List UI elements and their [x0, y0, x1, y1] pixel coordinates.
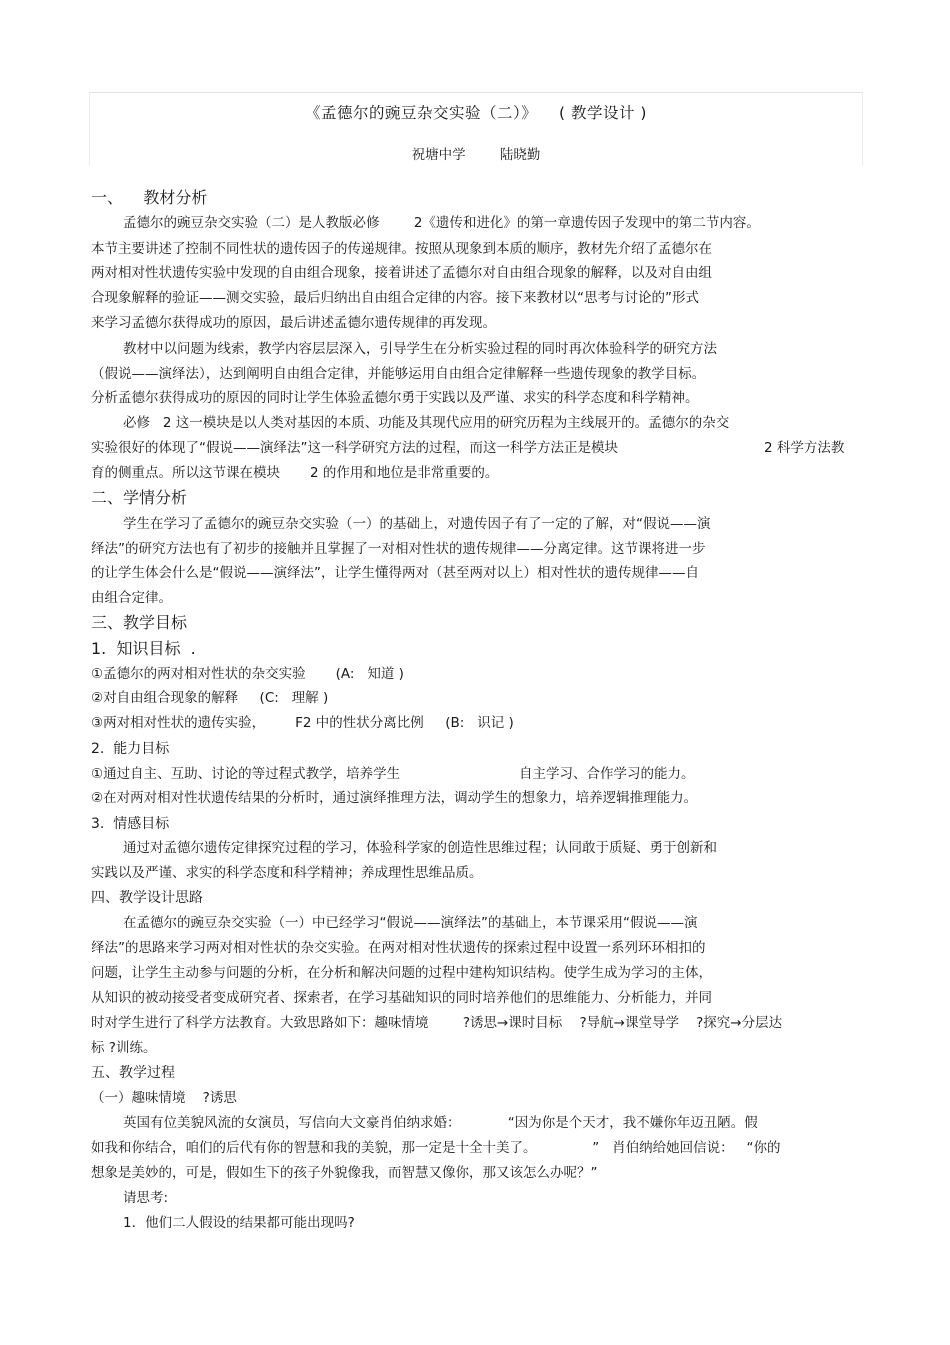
paragraph-line-fragment: 2 科学方法教: [764, 440, 845, 456]
paragraph-line: 想象是美妙的，可是，假如生下的孩子外貌像我，而智慧又像你，那又该怎么办呢？”: [91, 1165, 598, 1181]
paragraph-line: 如我和你结合，咱们的后代有你的智慧和我的美貌，那一定是十全十美了。 ” 肖伯纳给她回信说： “你的: [91, 1140, 781, 1156]
paragraph-line: 标 ?训练。: [91, 1040, 157, 1056]
paragraph-line: 实验很好的体现了“假说——演绎法”这一科学研究方法的过程，而这一科学方法正是模块: [91, 440, 618, 456]
paragraph-line: 绎法”的思路来学习两对相对性状的杂交实验。在两对相对性状遗传的探索过程中设置一系列环环相扣的: [91, 940, 706, 956]
paragraph-line: 问题，让学生主动参与问题的分析，在分析和解决问题的过程中建构知识结构。使学生成为学习的主体，: [91, 965, 712, 981]
paragraph-line: 孟德尔的豌豆杂交实验（二）是人教版必修 2《遗传和进化》的第一章遗传因子发现中的第二节内容。: [123, 215, 760, 231]
paragraph-line: 绎法”的研究方法也有了初步的接触并且掌握了一对相对性状的遗传规律——分离定律。这节课将进一步: [91, 541, 706, 557]
title-block: [89, 92, 863, 165]
prompt-line: 请思考:: [123, 1190, 169, 1206]
document-title: 《孟德尔的豌豆杂交实验（二）》 ( 教学设计 ): [305, 104, 647, 122]
section-heading-5: 五、教学过程: [91, 1065, 175, 1081]
subsection-heading-knowledge: 1. 知识目标 .: [91, 639, 196, 658]
paragraph-line: 通过对孟德尔遗传定律探究过程的学习，体验科学家的创造性思维过程；认同敢于质疑、勇于创新和: [123, 840, 717, 856]
paragraph-line: 分析孟德尔获得成功的原因的同时让学生体验孟德尔勇于实践以及严谨、求实的科学态度和科学精神。: [91, 390, 699, 406]
paragraph-line: 时对学生进行了科学方法教育。大致思路如下：趣味情境 ?诱思→课时目标 ?导航→课堂导学 ?探究→分层达: [91, 1015, 783, 1031]
section-heading-1: 一、 教材分析: [91, 188, 208, 207]
subsection-heading-emotion: 3. 情感目标: [91, 816, 170, 832]
paragraph-line: 在孟德尔的豌豆杂交实验（一）中已经学习“假说——演绎法”的基础上，本节课采用“假说——演: [123, 915, 698, 931]
paragraph-line: 必修 2 这一模块是以人类对基因的本质、功能及其现代应用的研究历程为主线展开的。孟德尔的杂交: [123, 415, 730, 431]
paragraph-line: 本节主要讲述了控制不同性状的遗传因子的传递规律。按照从现象到本质的顺序，教材先介绍了孟德尔在: [91, 241, 712, 257]
paragraph-line: 由组合定律。: [91, 590, 172, 606]
objective-item: ①孟德尔的两对相对性状的杂交实验 (A: 知道 ): [91, 666, 404, 682]
section-heading-3: 三、教学目标: [91, 613, 188, 632]
section-heading-4: 四、教学设计思路: [91, 890, 203, 906]
paragraph-line: 的让学生体会什么是“假说——演绎法”，让学生懂得两对（甚至两对以上）相对性状的遗传规律——自: [91, 565, 699, 581]
objective-item: ③两对相对性状的遗传实验， F2 中的性状分离比例 (B: 识记 ): [91, 715, 514, 731]
paragraph-line: 学生在学习了孟德尔的豌豆杂交实验（一）的基础上，对遗传因子有了一定的了解，对“假说——演: [123, 516, 711, 532]
paragraph-line: （假说——演绎法），达到阐明自由组合定律，并能够运用自由组合定律解释一些遗传现象的教学目标。: [91, 366, 706, 382]
paragraph-line: 从知识的被动接受者变成研究者、探索者，在学习基础知识的同时培养他们的思维能力、分析能力，并同: [91, 990, 712, 1006]
objective-item-fragment: 自主学习、合作学习的能力。: [519, 766, 695, 782]
subsection-heading-situation: （一）趣味情境 ?诱思: [91, 1090, 237, 1106]
paragraph-line: 实践以及严谨、求实的科学态度和科学精神；养成理性思维品质。: [91, 865, 483, 881]
paragraph-line: 两对相对性状遗传实验中发现的自由组合现象，接着讲述了孟德尔对自由组合现象的解释，以及对自由组: [91, 265, 712, 281]
objective-item: ②对自由组合现象的解释 (C: 理解 ): [91, 690, 329, 706]
paragraph-line: 合现象解释的验证——测交实验，最后归纳出自由组合定律的内容。接下来教材以“思考与讨论的”形式: [91, 290, 699, 306]
paragraph-line: 来学习孟德尔获得成功的原因，最后讲述孟德尔遗传规律的再发现。: [91, 315, 496, 331]
subsection-heading-ability: 2. 能力目标: [91, 741, 170, 757]
question-item: 1．他们二人假设的结果都可能出现吗?: [123, 1215, 355, 1231]
paragraph-line: 育的侧重点。所以这节课在模块 2 的作用和地位是非常重要的。: [91, 465, 499, 481]
author-line: 祝塘中学 陆晓勤: [411, 147, 541, 163]
paragraph-line: 英国有位美貌风流的女演员，写信向大文豪肖伯纳求婚： “因为你是个天才，我不嫌你年迈丑陋。假: [123, 1115, 758, 1131]
paragraph-line: 教材中以问题为线索，教学内容层层深入，引导学生在分析实验过程的同时再次体验科学的研究方法: [123, 341, 717, 357]
objective-item: ②在对两对相对性状遗传结果的分析时，通过演绎推理方法，调动学生的想象力，培养逻辑推理能力。: [91, 790, 698, 806]
section-heading-2: 二、学情分析: [91, 488, 188, 507]
objective-item: ①通过自主、互助、讨论的等过程式教学，培养学生: [91, 766, 401, 782]
